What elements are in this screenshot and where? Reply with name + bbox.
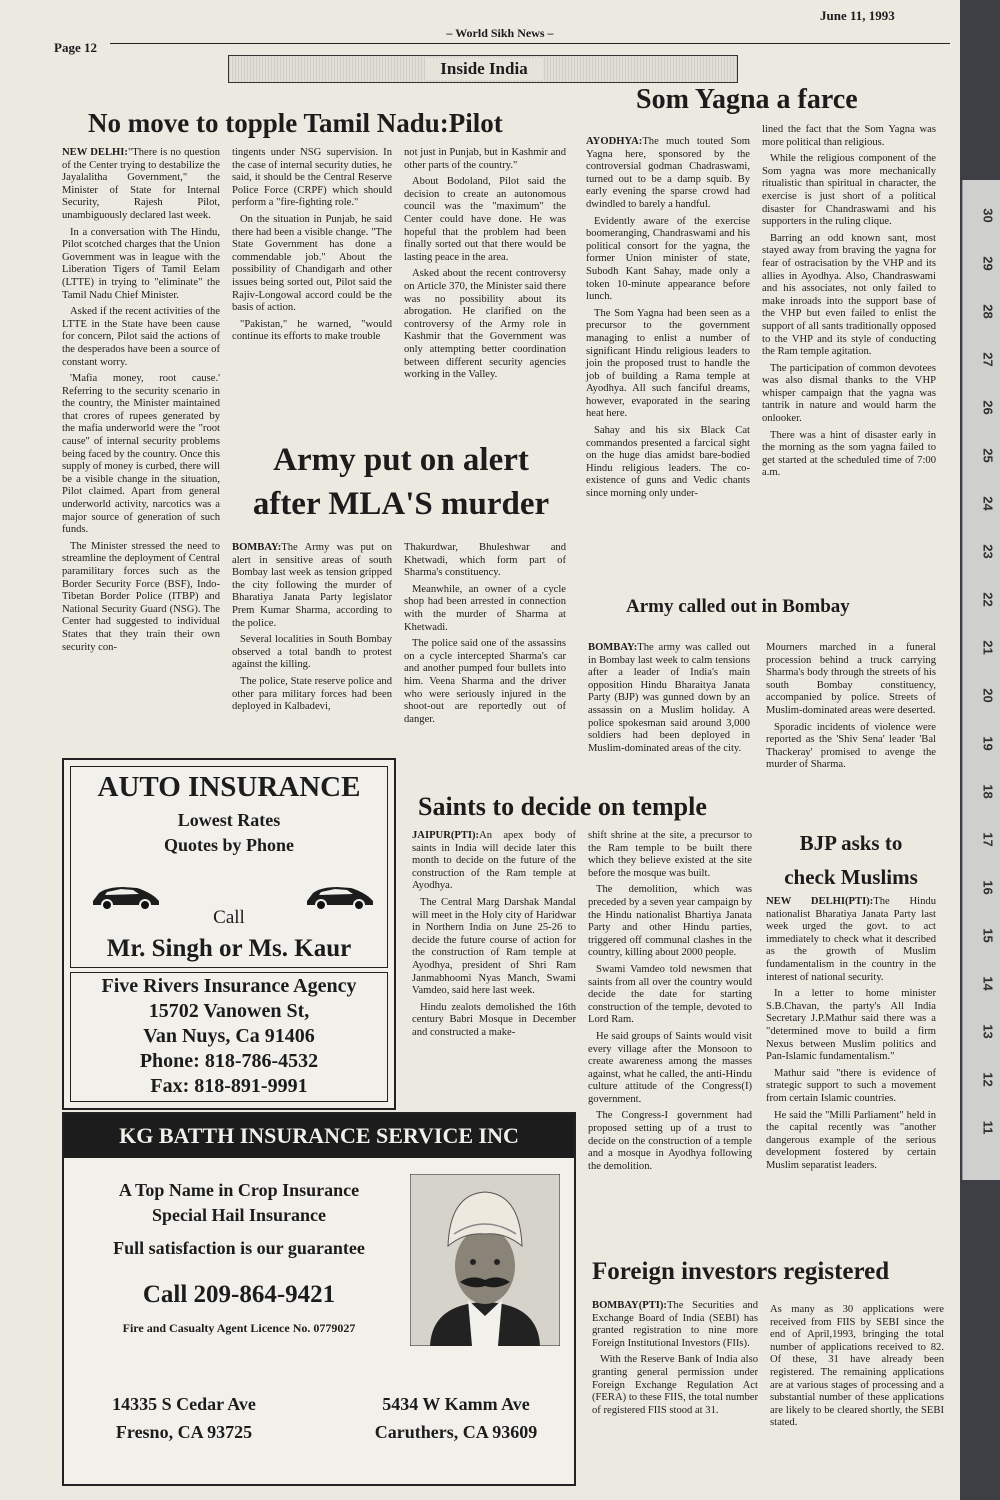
- kg-ad-guarantee: Full satisfaction is our guarantee: [113, 1238, 365, 1258]
- ruler-mark: 18: [980, 784, 996, 799]
- foreign-headline: Foreign investors registered: [592, 1258, 890, 1285]
- kg-ad-address-fresno-city: Fresno, CA 93725: [115, 1422, 253, 1442]
- auto-ad-phone: Phone: 818-786-4532: [139, 1050, 319, 1072]
- kg-ad-crop: A Top Name in Crop Insurance: [118, 1180, 360, 1200]
- bjp-column: NEW DELHI(PTI):The Hindu nationalist Bharatiya Janata Party last week urged the govt. to act immediately to check what it described as the growth of Muslim fundamentalism in the country in the interest of national security. In a letter to home minister S.B.Chavan, the party's All India Secretary J.P.Mathur said there was a "determined move to build a firm Nexus between Muslim politics and Pan-Islamic fundamentalism." Mathur said "there is evidence of strategic support to such a movement from certain Islamic countries. He said the "Milli Parliament" held in the capital recently was "another dangerous example of the serious development fostered by certain Muslim separatist leaders.: [766, 896, 937, 1171]
- ruler-mark: 26: [980, 400, 996, 415]
- ruler-mark: 14: [980, 976, 996, 991]
- ruler-mark: 12: [980, 1072, 996, 1087]
- auto-ad-city: Van Nuys, Ca 91406: [143, 1025, 315, 1047]
- tamil-column-2: tingents under NSG supervision. In the case of internal security duties, he said, it should be the Central Reserve Police Force (CRPF) which should perform a "fire-fighting role." On the situation in Punjab, he said there had been a visible change. "The State Government has done a commendable job." About the possibility of Chandigarh and other issues being sorted out, Pilot said the Rajiv-Longowal accord could be the basis of action. "Pakistan," he warned, "would continue its efforts to make trouble: [232, 147, 392, 343]
- auto-ad-quotes: Quotes by Phone: [163, 835, 295, 855]
- saints-column-2: shift shrine at the site, a precursor to the Ram temple to be built there which they believe existed at the site before the mosque was built. The demolition, which was preceded by a seven year campaign by the Hindu nationalist Bhartiya Janata Party and other Hindu parties, triggered off communal clashes in the country, killing about 2000 people. Swami Vamdeo told newsmen that saints from all over the country would decide the date for starting construction of the temple, devoted to Lord Ram. He said groups of Saints would visit every village after the Monsoon to create awareness among the masses against, what he called, the anti-Hindu culture attitude of the Congress(I) government. The Congress-I government had proposed setting up of a trust to decide on the construction of a temple and a mosque in Ayodhya following the demolition.: [588, 830, 752, 1172]
- kg-ad-taglines: [74, 1180, 404, 1336]
- kg-ad-address-fresno: [84, 1390, 284, 1446]
- ruler-mark: 27: [980, 352, 996, 367]
- saints-headline: Saints to decide on temple: [418, 792, 707, 821]
- army-alert-column-2: Thakurdwar, Bhuleshwar and Khetwadi, which form part of Sharma's constituency. Meanwhile, an owner of a cycle shop had been arrested in connection with the murder of Sharma at Khetwadi. The police said one of the assassins on a cycle intercepted Sharma's car and another pumped four bullets into him. Veena Sharma and the driver who were seriously injured in the shoot-out are reportedly out of danger.: [404, 542, 566, 725]
- army-alert-column-1: BOMBAY:The Army was put on alert in sensitive areas of south Bombay last week as tension gripped the city following the murder of Bharatiya Janata Party legislator Prem Kumar Sharma, according to the police. Several localities in South Bombay observed a total bandh to protest against the killing. The police, State reserve police and other para military forces had been deployed in Kalbadevi,: [232, 542, 392, 713]
- ruler-mark: 25: [980, 448, 996, 463]
- yagna-headline: Som Yagna a farce: [636, 84, 858, 115]
- tamil-column-3: not just in Punjab, but in Kashmir and other parts of the country." About Bodoland, Pilot said the decision to create an autonomous council was the "maximum" the Center could have done. He was hopeful that the problem had been finally sorted out that there would be lasting peace in the area. Asked about the recent controversy on Article 370, the Minister said there was no possibility about its abrogation. He clarified on the controversy of the Army role in Kashmir that the Government was only attempting better coordination between different security agencies working in the Valley.: [404, 147, 566, 381]
- ruler-mark: 21: [980, 640, 996, 655]
- bombay-column-2: Mourners marched in a funeral procession behind a truck carrying Sharma's body through the streets of his south Bombay constituency, accompanied by police. Streets of Muslim-dominated areas were deserted. Sporadic incidents of violence were reported as the 'Shiv Sena' leader 'Bal Thackeray' promised to avenge the murder of Sharma.: [766, 642, 936, 771]
- auto-ad-agency: Five Rivers Insurance Agency: [101, 975, 357, 997]
- ruler-mark: 30: [980, 208, 996, 223]
- yagna-column-1: AYODHYA:The much touted Som Yagna here, sponsored by the controversial godman Chadraswami, turned out to be a damp squib. By early evening the sparse crowd had dwindled to barely a handful. Evidently aware of the exercise boomeranging, Chandraswami and his political consort for the yagna, the former Union minister of state, Subodh Kant Sahay, made only a token 10-minute appearance before lunch. The Som Yagna had been seen as a precursor to the government managing to enlist a number of significant Hindu religious leaders to join the proposed trust to handle the job of building a Rama temple at Ayodhya. All such fanciful dreams, however, evaporated in the searing heat here. Sahay and his six Black Cat commandos presented a farcical sight on the huge dias amidst bare-bodied Hindu religious leaders. The co-existence of guns and Vedic chants since morning only under-: [586, 136, 750, 500]
- paper-name: – World Sikh News –: [446, 26, 554, 40]
- ruler-mark: 29: [980, 256, 996, 271]
- ruler-mark: 17: [980, 832, 996, 847]
- tamil-column-1: NEW DELHI:"There is no question of the Center trying to destabilize the Jayalalitha Government," the Minister of State for Internal Security, Rajesh Pilot, unambiguously declared last week. In a conversation with The Hindu, Pilot scotched charges that the Union Government was in league with the Liberation Tigers of Tamil Eelam (LTTE) in trying to "eliminate" the Tamil Nadu Chief Minister. Asked if the recent activities of the LTTE in the State have been cause for concern, Pilot said the actions of the desperados have been a source of constant worry. 'Mafia money, root cause.' Referring to the security scenario in the country, the Minister maintained that crores of rupees generated by the mafia underworld were the "root cause" of internal security problems being faced by the country. Once this supply of money is curbed, there will be a visible change in the situation, Pilot claimed. Apart from general underworld activity, narcotics was a major source of generation of such funds. The Minister stressed the need to streamline the deployment of Central paramilitary forces such as the Border Security Force (BSF), Indo-Tibetan Border Police (ITBP) and National Security Guard (NSG). The Center had suggested to individual States that they train their own security con-: [62, 147, 220, 653]
- yagna-column-2: lined the fact that the Som Yagna was more political than religious. While the religious component of the Som yagna was more mechanically ritualistic than spiritual in character, the exercise is just short of a political disaster for Chandraswami and his supporters in the ruling clique. Barring an odd known sant, most stayed away from braving the yagna for fear of ostracisation by the VHP and its allies in Ayodhya. Also, Chandraswami and his associates, not only failed to make inroads into the support base of the VHP but even failed to enlist the support of all sants traditionally opposed to the VHP and its style of conducting the Ram temple agitation. The participation of common devotees was also dismal thanks to the VHP whisper campaign that the yagna was tantrik in nature and would harm the onlooker. There was a hint of disaster early in the morning as the som yagna failed to get started at the scheduled time of 7:00 a.m.: [762, 124, 936, 479]
- ruler-mark: 19: [980, 736, 996, 751]
- foreign-column-1: BOMBAY(PTI):The Securities and Exchange Board of India (SEBI) has granted registration to nine more Foreign Institutional Investors (FIIs). With the Reserve Bank of India also granting general permission under Foreign Exchange Regulation Act (FERA) to these FIIS, the total number of registered FIIS stood at 31.: [592, 1300, 758, 1416]
- ruler-mark: 13: [980, 1024, 996, 1039]
- auto-ad-street: 15702 Vanowen St,: [148, 1000, 310, 1022]
- tamil-headline: No move to topple Tamil Nadu:Pilot: [88, 108, 503, 138]
- kg-ad-address-caruthers: [346, 1390, 566, 1446]
- auto-ad-address-panel: [70, 972, 388, 1102]
- kg-ad-licence: Fire and Casualty Agent Licence No. 0779027: [122, 1321, 356, 1335]
- bombay-column-1: BOMBAY:The army was called out in Bombay last week to calm tensions after a leader of India's main opposition Hindu Bharaitya Janata Party (BJP) was gunned down by an assassin on a Muslim holiday. A police spokesman said around 3,000 soldiers had been deployed in Muslim-dominated areas of the city.: [588, 642, 750, 754]
- agent-portrait-photo: [410, 1174, 560, 1346]
- kg-ad-phone: Call 209-864-9421: [142, 1281, 336, 1308]
- kg-ad-hail: Special Hail Insurance: [151, 1205, 326, 1225]
- auto-insurance-ad: [62, 758, 396, 1110]
- kg-ad-address-fresno-street: 14335 S Cedar Ave: [112, 1394, 256, 1414]
- bombay-headline: Army called out in Bombay: [626, 596, 850, 617]
- army-alert-headline-line1: Army put on alert: [273, 442, 529, 478]
- bjp-headline: [766, 826, 936, 894]
- page-number: Page 12: [54, 40, 97, 55]
- ruler-mark: 24: [980, 496, 996, 511]
- army-alert-headline: [236, 438, 566, 526]
- auto-ad-fax: Fax: 818-891-9991: [150, 1075, 308, 1097]
- auto-ad-call: Call: [213, 907, 245, 928]
- ruler-mark: 11: [980, 1120, 996, 1135]
- bjp-headline-line2: check Muslims: [784, 865, 918, 889]
- measuring-ruler: [962, 180, 1000, 1180]
- kg-ad-title: KG BATTH INSURANCE SERVICE INC: [64, 1114, 574, 1158]
- saints-column-1: JAIPUR(PTI):An apex body of saints in India will decide later this month to decide on the future of the construction of the Ram temple at Ayodhya. The Central Marg Darshak Mandal will meet in the Holy city of Haridwar in Northern India on June 25-26 to decide the future course of action for the construction of Ram temple at Ayodhya, president of Shri Ram Janmabhoomi Nyas Manch, Swami Vamdeo, said here last week. Hindu zealots demolished the 16th century Babri Mosque in December and constructed a make-: [412, 830, 576, 1038]
- auto-ad-top-panel: [70, 766, 388, 968]
- kg-ad-address-caruthers-city: Caruthers, CA 93609: [374, 1422, 538, 1442]
- auto-ad-lowest-rates: Lowest Rates: [177, 810, 281, 830]
- masthead-rule: [110, 43, 950, 44]
- kg-ad-address-caruthers-street: 5434 W Kamm Ave: [382, 1394, 530, 1414]
- ruler-mark: 20: [980, 688, 996, 703]
- bjp-headline-line1: BJP asks to: [799, 831, 903, 855]
- section-title: Inside India: [425, 58, 543, 80]
- kg-batth-ad: [62, 1112, 576, 1486]
- issue-date: June 11, 1993: [820, 8, 895, 23]
- ruler-mark: 22: [980, 592, 996, 607]
- ruler-mark: 15: [980, 928, 996, 943]
- foreign-column-2: As many as 30 applications were received from FIIS by SEBI since the end of April,1993, bringing the total number of applications received to 82. Of these, 31 have already been registered. The remaining applications are at various stages of processing and a substantial number of these applications are likely to be cleared shortly, the SEBI stated.: [770, 1304, 944, 1429]
- auto-ad-contact-names: Mr. Singh or Ms. Kaur: [106, 935, 352, 962]
- army-alert-headline-line2: after MLA'S murder: [252, 486, 550, 522]
- auto-ad-title: AUTO INSURANCE: [97, 771, 361, 803]
- ruler-mark: 16: [980, 880, 996, 895]
- ruler-mark: 28: [980, 304, 996, 319]
- ruler-mark: 23: [980, 544, 996, 559]
- section-banner: [228, 55, 738, 83]
